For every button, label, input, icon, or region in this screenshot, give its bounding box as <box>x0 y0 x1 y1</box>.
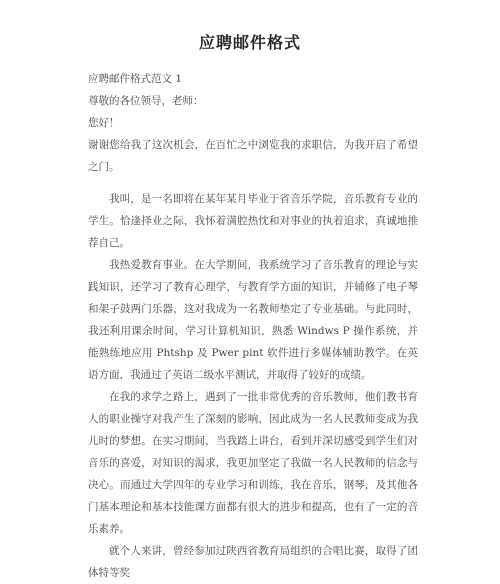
thanks-line: 谢谢您给我了这次机会，在百忙之中浏览我的求职信，为我开启了希望之门。 <box>88 139 418 173</box>
document-title: 应聘邮件格式 <box>198 33 301 52</box>
section-gap <box>88 178 418 188</box>
body-paragraph-intro: 我叫，是一名即将在某年某月毕业于省音乐学院，音乐教育专业的学生。恰逢择业之际，我怀着满腔热忱和对事业的执着追求，真诚地推荐自己。 <box>88 193 418 249</box>
sample-title-line: 应聘邮件格式范文 1 <box>88 73 183 85</box>
body-paragraph-achievements: 就个人来讲，曾经参加过陕西省教育局组织的合唱比赛，取得了团体特等奖 <box>88 545 418 579</box>
body-paragraph-education: 我热爱教育事业。在大学期间，我系统学习了音乐教育的理论与实践知识，还学习了教育心理学，与教育学方面的知识，并辅修了电子琴和架子鼓两门乐器，这对我成为一名教师垫定了专业基础。与此同时，我还利用课余时间，学习计算机知识，熟悉 Windws P 操作系统，并能熟练地应用 Phtshp 及 Pwer pint 软件进行多媒体辅助教学。在英语方面，我通过了英语二级水平测试，并取得了较好的成绩。 <box>88 259 418 381</box>
salutation-line: 尊敬的各位领导，老师： <box>88 95 204 107</box>
body-paragraph-motivation: 在我的求学之路上，遇到了一批非常优秀的音乐教师，他们教书育人的职业操守对我产生了深刻的影响，因此成为一名人民教师变成为我儿时的梦想。在实习期间，当我踏上讲台，看到并深切感受到学生们对音乐的喜爱，对知识的渴求，我更加坚定了我做一名人民教师的信念与决心。而通过大学四年的专业学习和训练，我在音乐，钢琴，及其他各门基本理论和基本技能课方面都有很大的进步和提高，也有了一定的音乐素养。 <box>88 391 418 535</box>
document-body <box>88 68 418 584</box>
greeting-line: 您好！ <box>88 117 120 129</box>
